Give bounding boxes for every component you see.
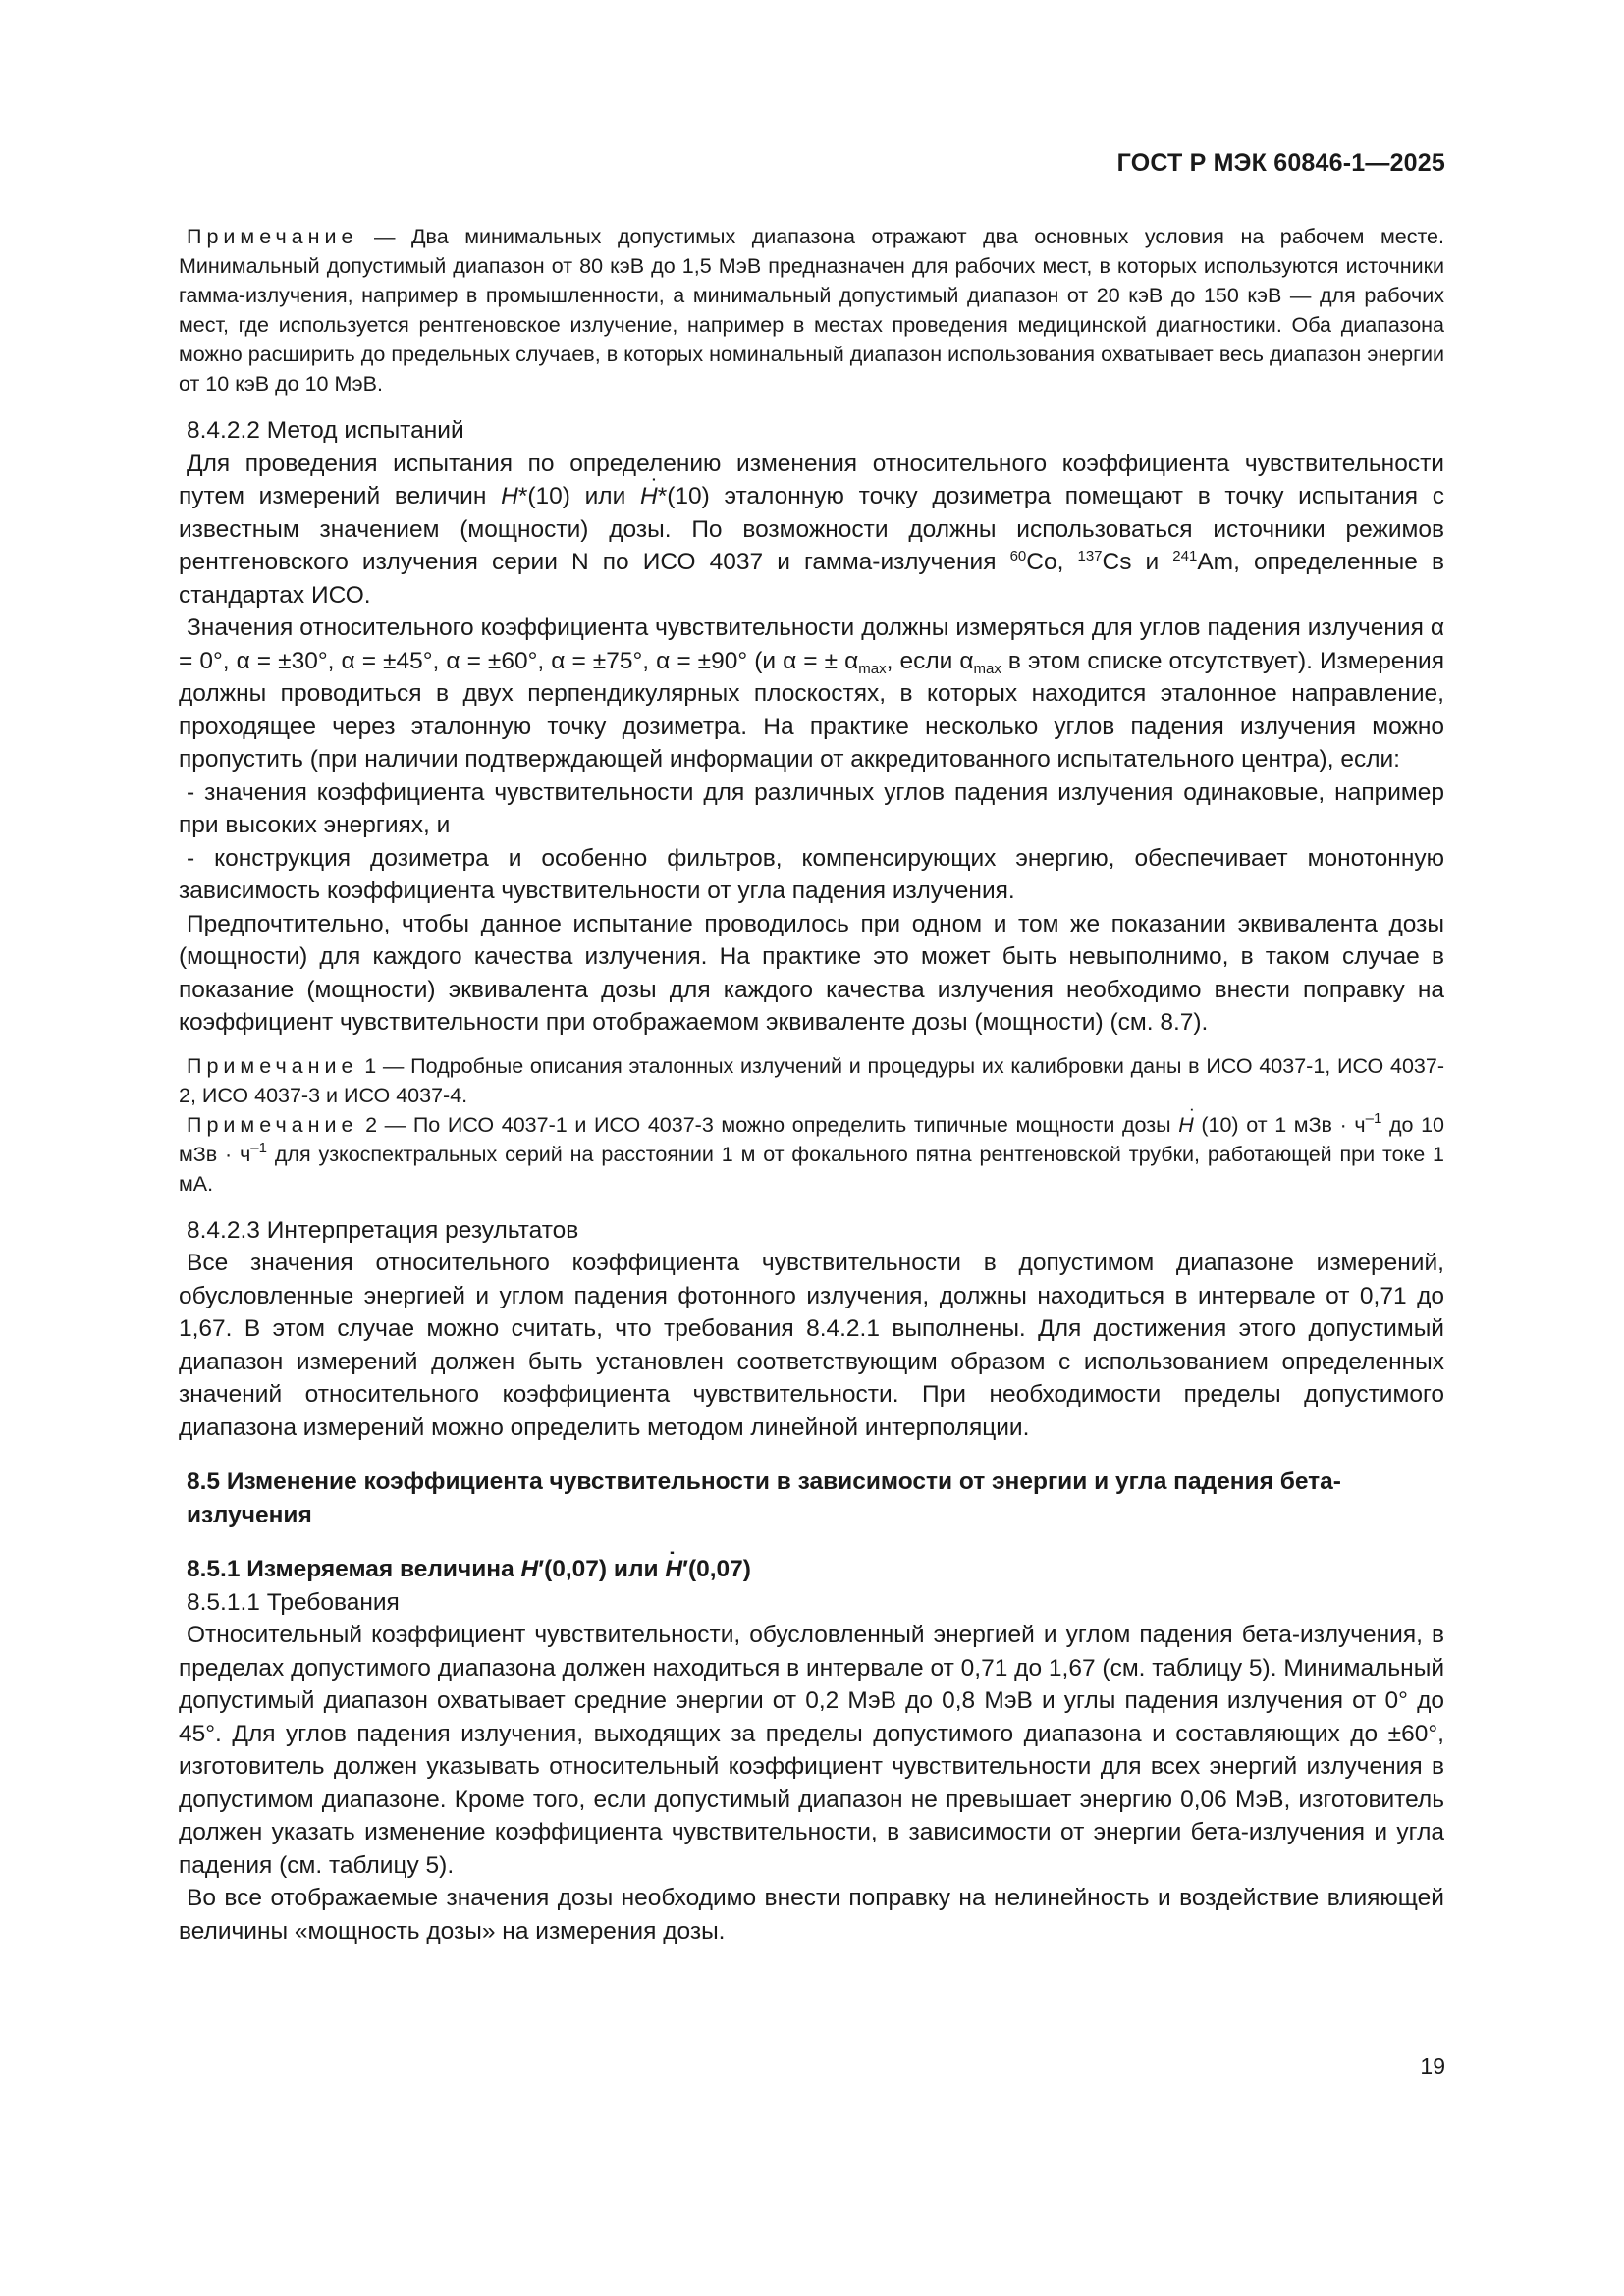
note-1 [179, 1051, 1444, 1110]
text-run: Co, [1026, 549, 1078, 575]
angles-list: α = 0°, α = ±30°, α = ±45°, α = ±60°, α = ±75°, α = ±90° (и α = ± α [179, 614, 1444, 674]
page-content [179, 222, 1444, 1948]
text-run: 2 — По ИСО 4037-1 и ИСО 4037-3 можно определить типичные мощности дозы [357, 1112, 1179, 1137]
note-text: — Два минимальных допустимых диапазона отражают два основных условия на рабочем месте. Минимальный допустимый диапазон от 80 кэВ до 1,5 МэВ предназначен для рабочих мест, в которых используются источники гамма-излучения, например в промышленности, а минимальный допустимый диапазон от 20 кэВ до 150 кэВ — для рабочих мест, где используется рентгеновское излучение, например в местах проведения медицинской диагностики. Оба диапазона можно расширить до предельных случаев, в которых номинальный диапазон использования охватывает весь диапазон энергии от 10 кэВ до 10 МэВ. [179, 225, 1444, 396]
text-run: *(10) или [517, 483, 640, 509]
note-ranges [179, 222, 1444, 399]
paragraph: Все значения относительного коэффициента чувствительности в допустимом диапазоне измерений, обусловленные энергией и углом падения фотонного излучения, должны находиться в интервале от 0,71 до 1,67. В этом случае можно считать, что требования 8.4.2.1 выполнены. Для достижения этого допустимый диапазон измерений должен быть установлен соответствующим образом с использованием определенных значений относительного коэффициента чувствительности. При необходимости пределы допустимого диапазона измерений можно определить методом линейной интерполяции. [179, 1250, 1444, 1441]
text-run: Cs и [1102, 549, 1173, 575]
paragraph: Предпочтительно, чтобы данное испытание проводилось при одном и том же показании эквивалента дозы (мощности) для каждого качества излучения. На практике это может быть невыполнимо, в таком случае в показание (мощности) эквивалента дозы для каждого качества излучения необходимо внести поправку на коэффициент чувствительности при отображаемом эквиваленте дозы (мощности) (см. 8.7). [179, 910, 1444, 1036]
symbol-h: H [520, 1556, 539, 1582]
text-run: до 10 мЗв · ч [179, 1112, 1445, 1166]
superscript: –1 [250, 1139, 267, 1156]
superscript: 60 [1009, 548, 1027, 564]
paragraph: Относительный коэффициент чувствительности, обусловленный энергией и углом падения бета-излучения, в пределах допустимого диапазона должен находиться в интервале от 0,71 до 1,67 (см. таблицу 5). Минимальный допустимый диапазон охватывает средние энергии от 0,2 МэВ до 0,8 МэВ и углы падения излучения от 0° до 45°. Для углов падения излучения, выходящих за пределы допустимого диапазона и составляющих до ±60°, изготовитель должен указывать относительный коэффициент чувствительности для всех энергий излучения в допустимом диапазоне. Кроме того, если допустимый диапазон не превышает энергию 0,06 МэВ, изготовитель должен указать изменение коэффициента чувствительности, в зависимости от энергии бета-излучения и угла падения (см. таблицу 5). [179, 1622, 1444, 1879]
text-run: *(10) эталонную точку дозиметра помещают в точку испытания с известным значением (мощности) дозы. По возможности должны использоваться источники режимов рентгеновского излучения серии N по ИСО 4037 и гамма-излучения [179, 483, 1444, 575]
text-run: для узкоспектральных серий на расстоянии 1 м от фокального пятна рентгеновской трубки, работающей при токе 1 мА. [179, 1142, 1444, 1196]
paragraph [179, 448, 1444, 613]
superscript: –1 [1365, 1109, 1382, 1127]
superscript: 137 [1077, 548, 1103, 564]
note-label: Примечание [187, 1053, 358, 1078]
section-8-5-1-1-title: 8.5.1.1 Требования [187, 1588, 400, 1616]
list-item: - конструкция дозиметра и особенно фильтров, компенсирующих энергию, обеспечивает монотонную зависимость коэффициента чувствительности от угла падения излучения. [179, 844, 1444, 904]
note-text: 1 — Подробные описания эталонных излучений и процедуры их калибровки даны в ИСО 4037-1, ИСО 4037-2, ИСО 4037-3 и ИСО 4037-4. [179, 1053, 1444, 1107]
text-run: Для проведения испытания по определению изменения относительного коэффициента чувствительности путем измерений величин [179, 450, 1444, 509]
text-run: ′(0,07) [682, 1556, 751, 1582]
symbol-h-dot: ˙ H [640, 483, 658, 509]
superscript: 241 [1172, 548, 1198, 564]
note-label: Примечание [187, 225, 358, 248]
note-2 [179, 1110, 1444, 1199]
text-run: (10) от 1 мЗв · ч [1193, 1112, 1366, 1137]
note-label: Примечание [187, 1112, 358, 1137]
section-8-4-2-2-title: 8.4.2.2 Метод испытаний [187, 417, 464, 444]
paragraph [179, 612, 1444, 776]
text-run: , если α [886, 647, 974, 674]
text-run: ′(0,07) или [538, 1556, 666, 1582]
list-item: - значения коэффициента чувствительности для различных углов падения излучения одинаковые, например при высоких энергиях, и [179, 778, 1444, 838]
symbol-h-dot: ˙ H [665, 1556, 682, 1582]
symbol-h: H [501, 483, 518, 509]
text-run: 8.5.1 Измеряемая величина [187, 1556, 521, 1582]
text-run: Значения относительного коэффициента чувствительности должны измеряться для углов падения излучения [187, 614, 1431, 641]
page-number: 19 [1420, 2054, 1445, 2079]
section-8-5-1-title [179, 1553, 1444, 1586]
paragraph: Во все отображаемые значения дозы необходимо внести поправку на нелинейность и воздействие влияющей величины «мощность дозы» на измерения дозы. [179, 1885, 1444, 1945]
text-run: Am, определенные в стандартах ИСО. [179, 549, 1444, 609]
subscript: max [858, 660, 887, 677]
section-8-5-title: 8.5 Изменение коэффициента чувствительности в зависимости от энергии и угла падения бета-излучения [187, 1468, 1341, 1528]
text-run: в этом списке отсутствует). Измерения должны проводиться в двух перпендикулярных плоскостях, в которых находится эталонное направление, проходящее через эталонную точку дозиметра. На практике несколько углов падения излучения можно пропустить (при наличии подтверждающей информации от аккредитованного испытательного центра), если: [179, 647, 1444, 773]
subscript: max [973, 660, 1001, 677]
section-8-4-2-3-title: 8.4.2.3 Интерпретация результатов [187, 1216, 579, 1244]
symbol-h-dot: ˙ H [1178, 1113, 1194, 1137]
document-header: ГОСТ Р МЭК 60846-1—2025 [1116, 149, 1445, 177]
